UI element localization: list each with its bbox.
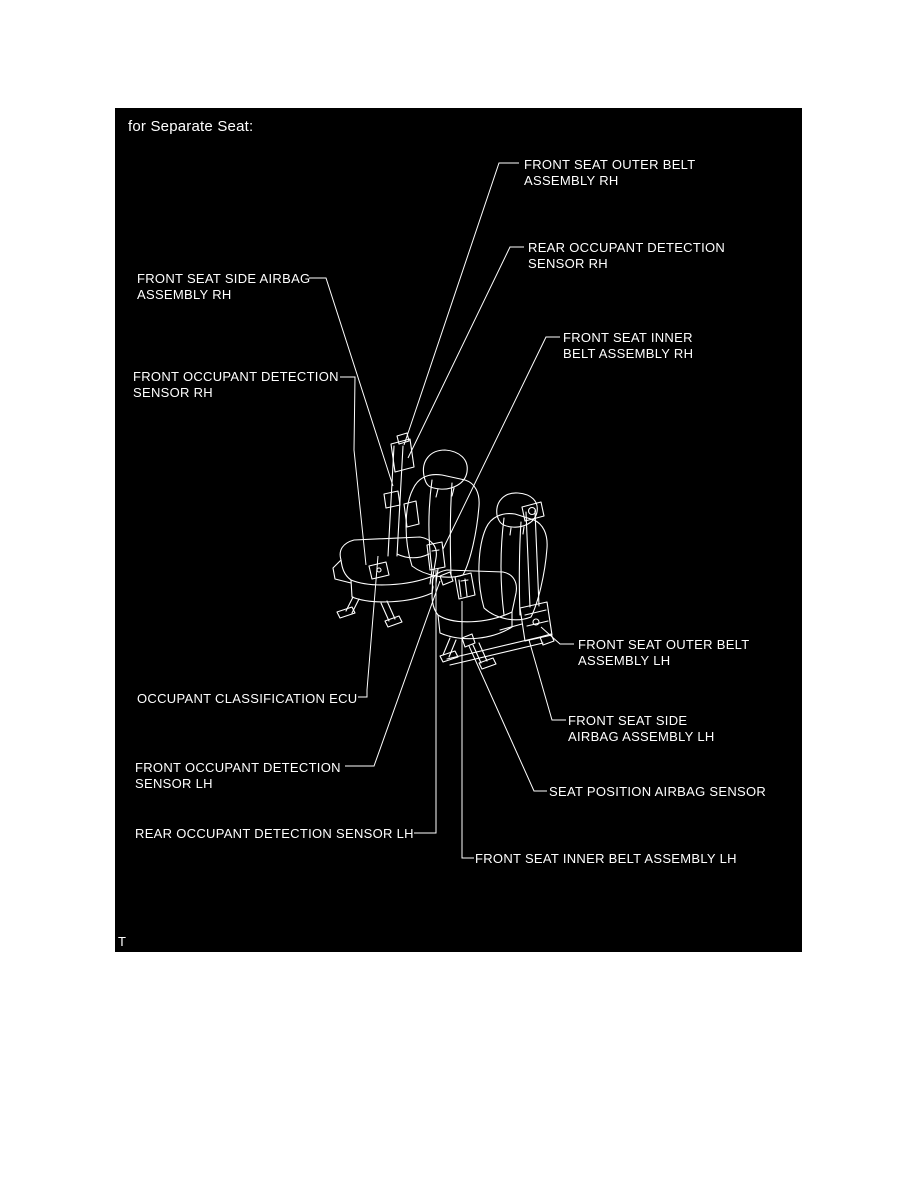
seat-lh-inner-buckle	[455, 573, 475, 599]
leader-side-airbag-lh	[529, 640, 566, 720]
seat-diagram-figure	[115, 108, 802, 952]
label-line: FRONT SEAT SIDE AIRBAG	[137, 271, 311, 286]
label-front-occupant-detection-sensor-rh	[133, 369, 339, 401]
label-line: SEAT POSITION AIRBAG SENSOR	[549, 784, 767, 799]
label-rear-occupant-detection-sensor-rh	[528, 240, 725, 272]
seat-rh-seams	[429, 480, 452, 575]
label-line: REAR OCCUPANT DETECTION SENSOR LH	[135, 826, 414, 841]
label-line: FRONT SEAT SIDE	[568, 713, 688, 728]
label-front-seat-side-airbag-rh	[137, 271, 310, 303]
label-line: SENSOR RH	[528, 256, 608, 271]
label-front-seat-side-airbag-lh	[568, 713, 715, 745]
leader-seat-position-sensor	[469, 646, 547, 791]
label-line: OCCUPANT CLASSIFICATION ECU	[137, 691, 358, 706]
seat-lh-headrest	[497, 493, 538, 527]
label-line: FRONT SEAT OUTER BELT	[578, 637, 750, 652]
label-rear-occupant-detection-sensor-lh	[135, 826, 414, 842]
label-front-seat-inner-belt-rh	[563, 330, 693, 362]
leader-front-occ-lh	[345, 581, 440, 766]
seat-rh-belt-adjuster	[384, 491, 400, 508]
label-front-seat-inner-belt-lh	[475, 851, 737, 867]
label-line: FRONT OCCUPANT DETECTION	[135, 760, 341, 775]
seat-rh-belt-strap	[388, 446, 403, 556]
label-occupant-classification-ecu	[137, 691, 357, 707]
seat-lh-seams	[501, 518, 521, 615]
figure-caption: for Separate Seat:	[128, 118, 254, 135]
leader-outer-belt-rh	[404, 163, 519, 445]
label-line: FRONT OCCUPANT DETECTION	[133, 369, 339, 384]
leader-rear-occ-rh	[408, 247, 524, 458]
seat-lh-belt-strap	[526, 511, 539, 607]
label-line: FRONT SEAT OUTER BELT	[524, 157, 696, 172]
seat-rh-ecu-box	[369, 562, 389, 579]
seat-rh-ecu-hole	[377, 568, 381, 572]
corner-mark: T	[118, 934, 126, 949]
label-line: ASSEMBLY RH	[137, 287, 232, 302]
label-seat-position-airbag-sensor	[549, 784, 766, 800]
sensor-clip-front	[440, 572, 453, 585]
label-line: ASSEMBLY RH	[524, 173, 619, 188]
label-line: FRONT SEAT INNER	[563, 330, 693, 345]
label-front-seat-outer-belt-lh	[578, 637, 749, 669]
leader-rear-occ-lh	[414, 570, 436, 833]
label-line: REAR OCCUPANT DETECTION	[528, 240, 726, 255]
label-line: AIRBAG ASSEMBLY LH	[568, 729, 715, 744]
label-front-seat-outer-belt-rh	[524, 157, 695, 189]
label-line: BELT ASSEMBLY RH	[563, 346, 694, 361]
seat-rh-seatback	[406, 475, 479, 578]
seat-rh-headrest	[423, 450, 467, 489]
seat-lh-drawing	[427, 493, 554, 669]
leader-inner-belt-lh	[462, 601, 474, 858]
label-line: SENSOR LH	[135, 776, 213, 791]
leader-inner-belt-rh	[443, 337, 560, 549]
seat-rh-lap-belt	[397, 554, 429, 558]
label-line: SENSOR RH	[133, 385, 213, 400]
seat-lh-headrest-posts	[510, 527, 524, 535]
seat-lh-rails	[447, 624, 554, 665]
leader-occ-class-ecu	[358, 556, 378, 697]
label-front-occupant-detection-sensor-lh	[135, 760, 341, 792]
label-line: ASSEMBLY LH	[578, 653, 671, 668]
leader-front-occ-rh	[340, 377, 366, 565]
seat-lh-belt-guide	[522, 502, 544, 521]
label-line: FRONT SEAT INNER BELT ASSEMBLY LH	[475, 851, 737, 866]
